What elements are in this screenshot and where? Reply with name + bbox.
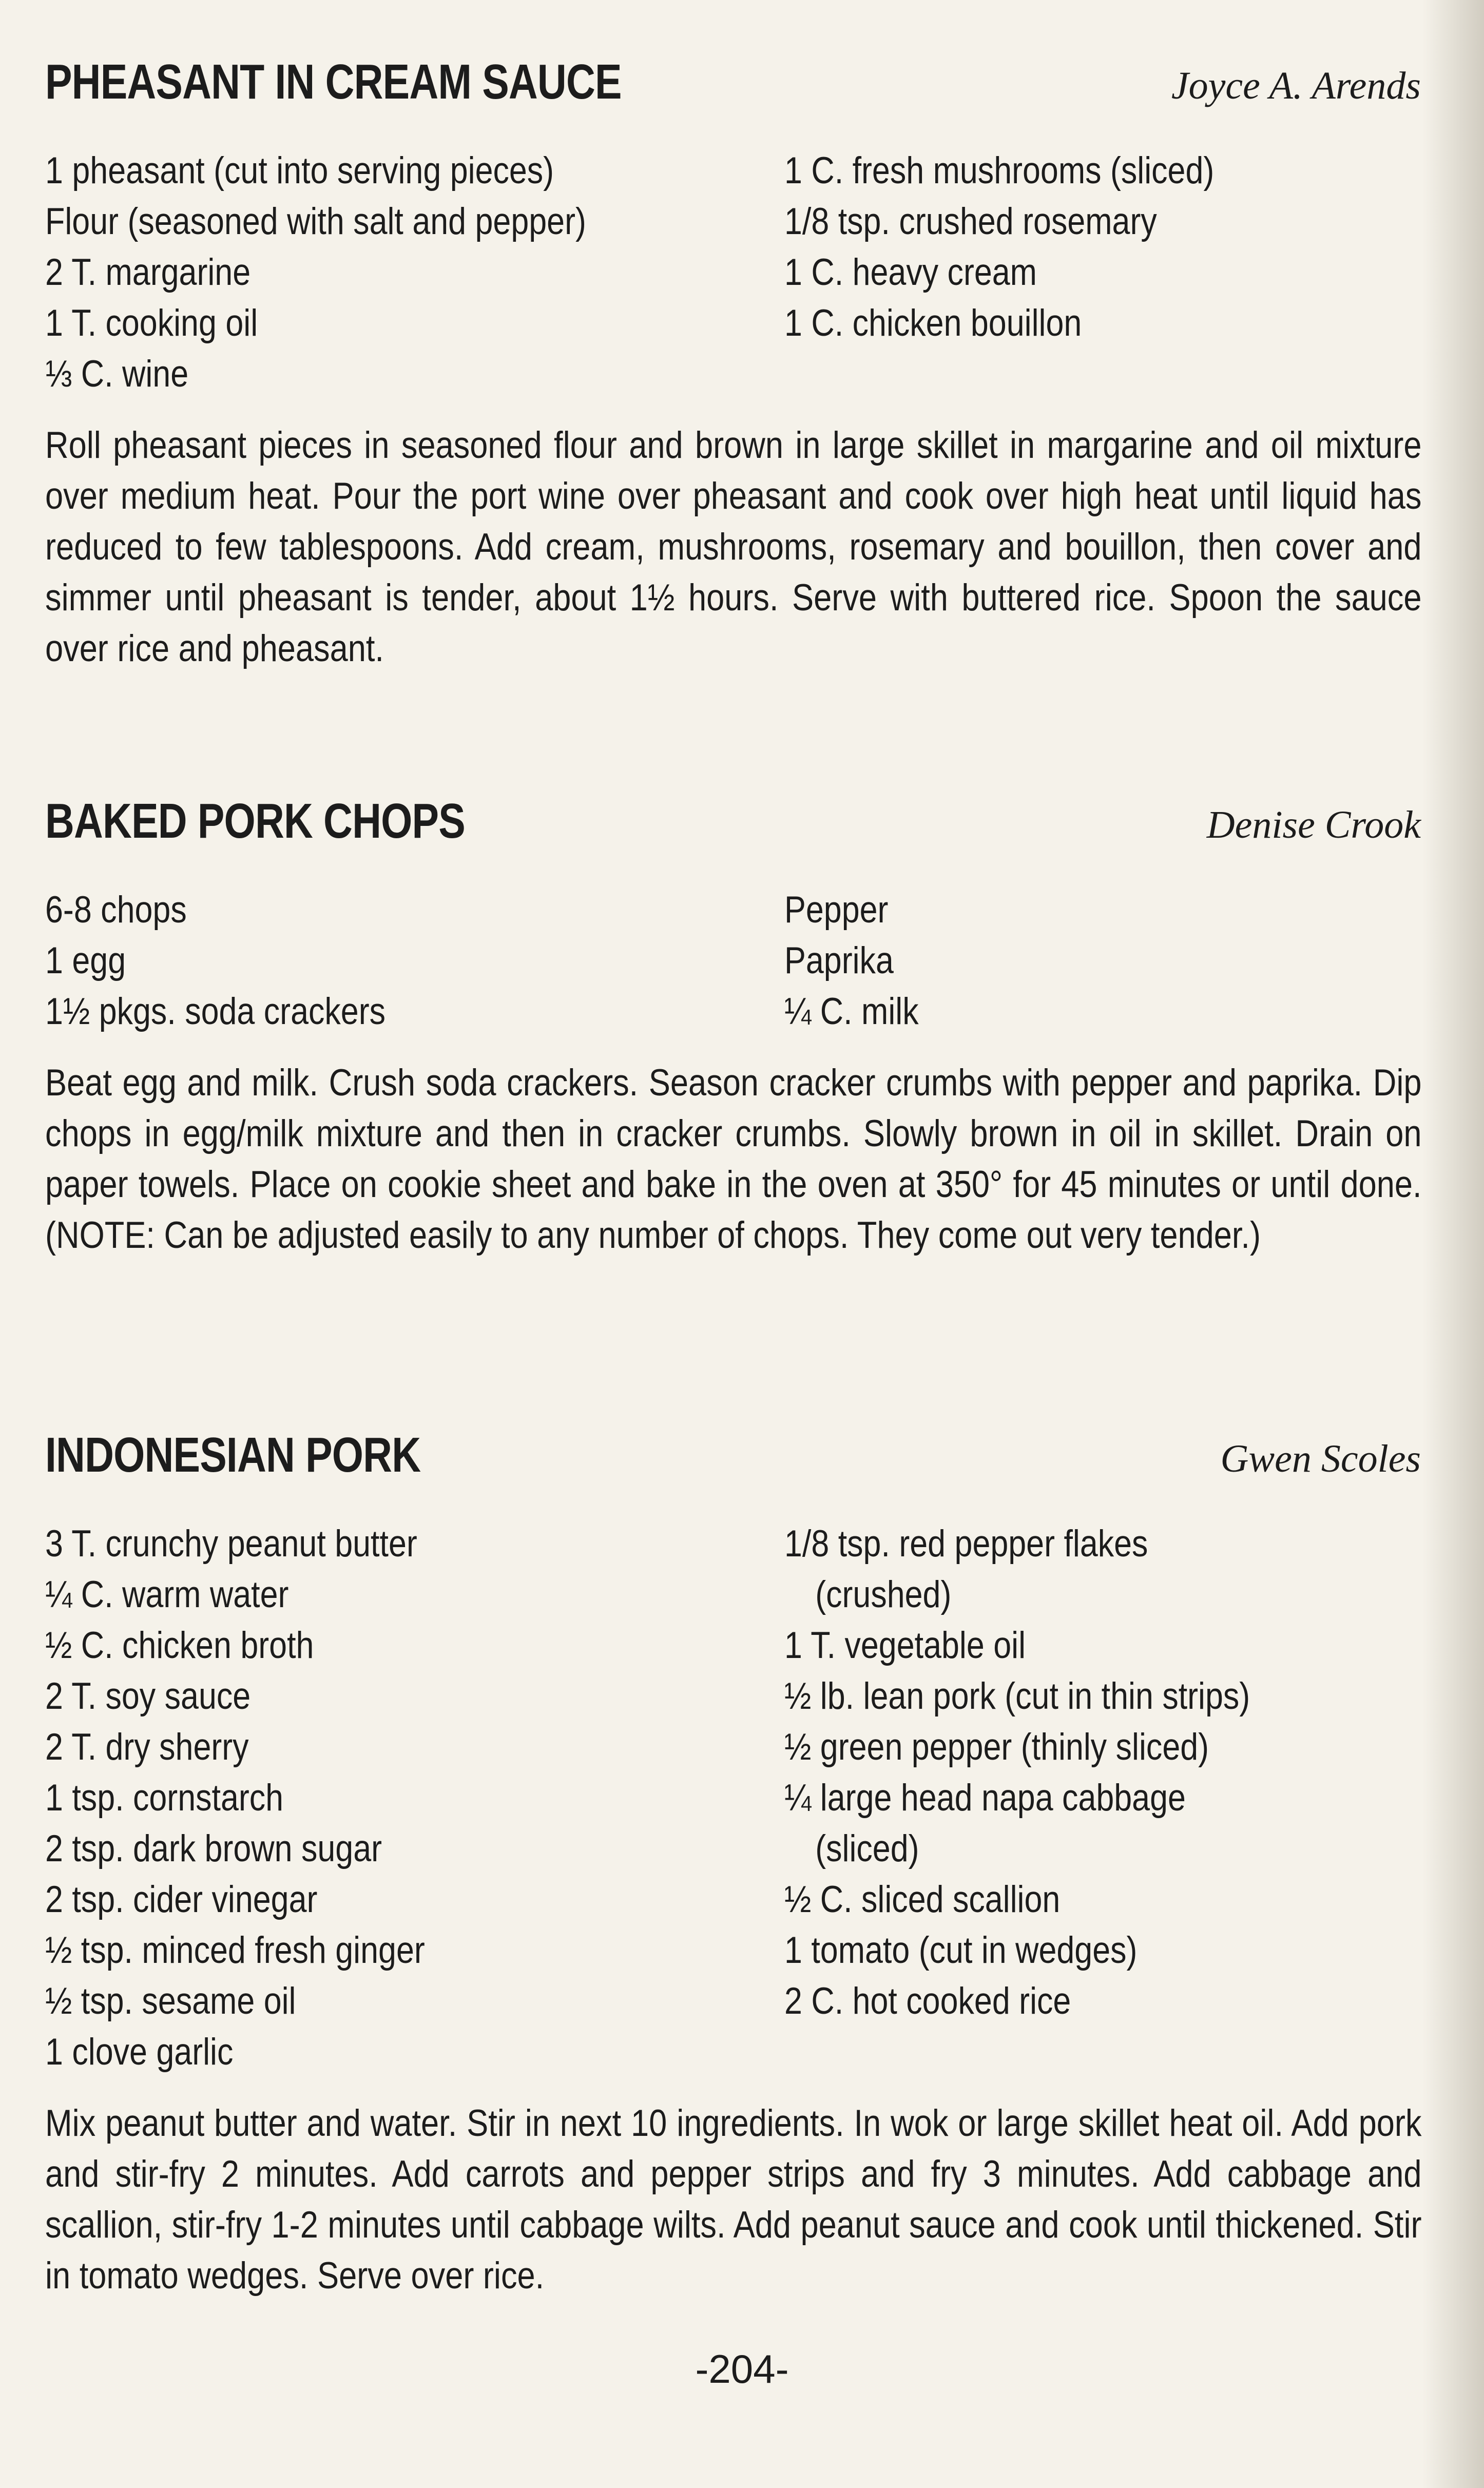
- ingredients-left-column: [45, 884, 784, 1037]
- recipe-pheasant-in-cream-sauce: [45, 54, 1421, 711]
- ingredient: 1½ pkgs. soda crackers: [45, 991, 386, 1032]
- ingredient: 2 tsp. cider vinegar: [45, 1879, 318, 1920]
- page-edge-shadow: [1422, 0, 1484, 2488]
- recipe-author: Joyce A. Arends: [1171, 64, 1421, 107]
- ingredient: 1 pheasant (cut into serving pieces): [45, 150, 554, 191]
- recipe-author: Gwen Scoles: [1220, 1437, 1421, 1480]
- recipe-directions: Roll pheasant pieces in seasoned flour and brown in large skillet in margarine and oil mixture over medium heat. Pour the port wine over pheasant and cook over high heat until liquid has reduced to few tablespoons. Add cream, mushrooms, rosemary and bouillon, then cover and simmer until pheasant is tender, about 1½ hours. Serve with buttered rice. Spoon the sauce over rice and pheasant.: [45, 425, 1422, 669]
- ingredient: Flour (seasoned with salt and pepper): [45, 201, 586, 242]
- page-number: -204-: [695, 2346, 789, 2391]
- ingredient: ½ tsp. sesame oil: [45, 1980, 296, 2022]
- ingredient: 1/8 tsp. crushed rosemary: [784, 201, 1157, 242]
- recipe-directions: Mix peanut butter and water. Stir in next 10 ingredients. In wok or large skillet heat oil. Add pork and stir-fry 2 minutes. Add carrots and pepper strips and fry 3 minutes. Add cabbage and scallion, stir-fry 1-2 minutes until cabbage wilts. Add peanut sauce and cook until thickened. Stir in tomato wedges. Serve over rice.: [45, 2103, 1422, 2297]
- recipe-title: PHEASANT IN CREAM SAUCE: [45, 54, 622, 109]
- recipe-title: INDONESIAN PORK: [45, 1428, 421, 1482]
- ingredient: 1 tomato (cut in wedges): [784, 1930, 1138, 1971]
- ingredient: 2 C. hot cooked rice: [784, 1980, 1071, 2022]
- ingredient: 3 T. crunchy peanut butter: [45, 1523, 417, 1565]
- recipe-author: Denise Crook: [1206, 803, 1421, 846]
- ingredients-right-column: [784, 145, 1421, 399]
- recipe-header: [45, 54, 1421, 110]
- ingredient: 2 T. soy sauce: [45, 1675, 251, 1717]
- ingredient: 1 C. chicken bouillon: [784, 302, 1082, 344]
- ingredients-right-column: [784, 1518, 1421, 2077]
- ingredient: 1 T. cooking oil: [45, 302, 258, 344]
- ingredients-right-column: [784, 884, 1421, 1037]
- ingredient: ½ tsp. minced fresh ginger: [45, 1930, 425, 1971]
- ingredient: Pepper: [784, 889, 889, 931]
- recipe-header: [45, 793, 1421, 850]
- ingredient-list: [45, 1518, 1421, 2077]
- ingredient-list: [45, 884, 1421, 1037]
- ingredient-continuation: (crushed): [815, 1574, 952, 1615]
- ingredient-continuation: (sliced): [815, 1828, 919, 1869]
- ingredient: 2 tsp. dark brown sugar: [45, 1828, 382, 1869]
- ingredient: ½ C. chicken broth: [45, 1625, 314, 1666]
- ingredient: 6-8 chops: [45, 889, 187, 931]
- ingredient: 1 T. vegetable oil: [784, 1625, 1026, 1666]
- ingredients-left-column: [45, 145, 784, 399]
- ingredient: ½ C. sliced scallion: [784, 1879, 1061, 1920]
- ingredient: 2 T. dry sherry: [45, 1726, 249, 1768]
- recipe-baked-pork-chops: [45, 793, 1421, 1298]
- ingredient: 1/8 tsp. red pepper flakes: [784, 1523, 1148, 1565]
- ingredient: 1 clove garlic: [45, 2031, 234, 2073]
- recipe-directions: Beat egg and milk. Crush soda crackers. Season cracker crumbs with pepper and paprika. Dip chops in egg/milk mixture and then in cracker crumbs. Slowly brown in oil in skillet. Drain on paper towels. Place on cookie sheet and bake in the oven at 350° for 45 minutes or until done. (NOTE: Can be adjusted easily to any number of chops. They come out very tender.): [45, 1062, 1422, 1256]
- ingredient: 2 T. margarine: [45, 252, 251, 293]
- ingredient: ½ green pepper (thinly sliced): [784, 1726, 1209, 1768]
- ingredient: ¼ large head napa cabbage: [784, 1777, 1186, 1819]
- ingredient: 1 C. fresh mushrooms (sliced): [784, 150, 1215, 191]
- ingredient: 1 tsp. cornstarch: [45, 1777, 284, 1819]
- ingredient: 1 C. heavy cream: [784, 252, 1037, 293]
- ingredient: ⅓ C. wine: [45, 353, 189, 395]
- ingredient: ¼ C. warm water: [45, 1574, 289, 1615]
- ingredient: 1 egg: [45, 940, 126, 981]
- ingredient-list: [45, 145, 1421, 399]
- recipe-header: [45, 1427, 1421, 1483]
- ingredient: Paprika: [784, 940, 894, 981]
- ingredients-left-column: [45, 1518, 784, 2077]
- ingredient: ½ lb. lean pork (cut in thin strips): [784, 1675, 1250, 1717]
- recipe-indonesian-pork: [45, 1427, 1421, 2339]
- recipe-title: BAKED PORK CHOPS: [45, 794, 465, 848]
- ingredient: ¼ C. milk: [784, 991, 919, 1032]
